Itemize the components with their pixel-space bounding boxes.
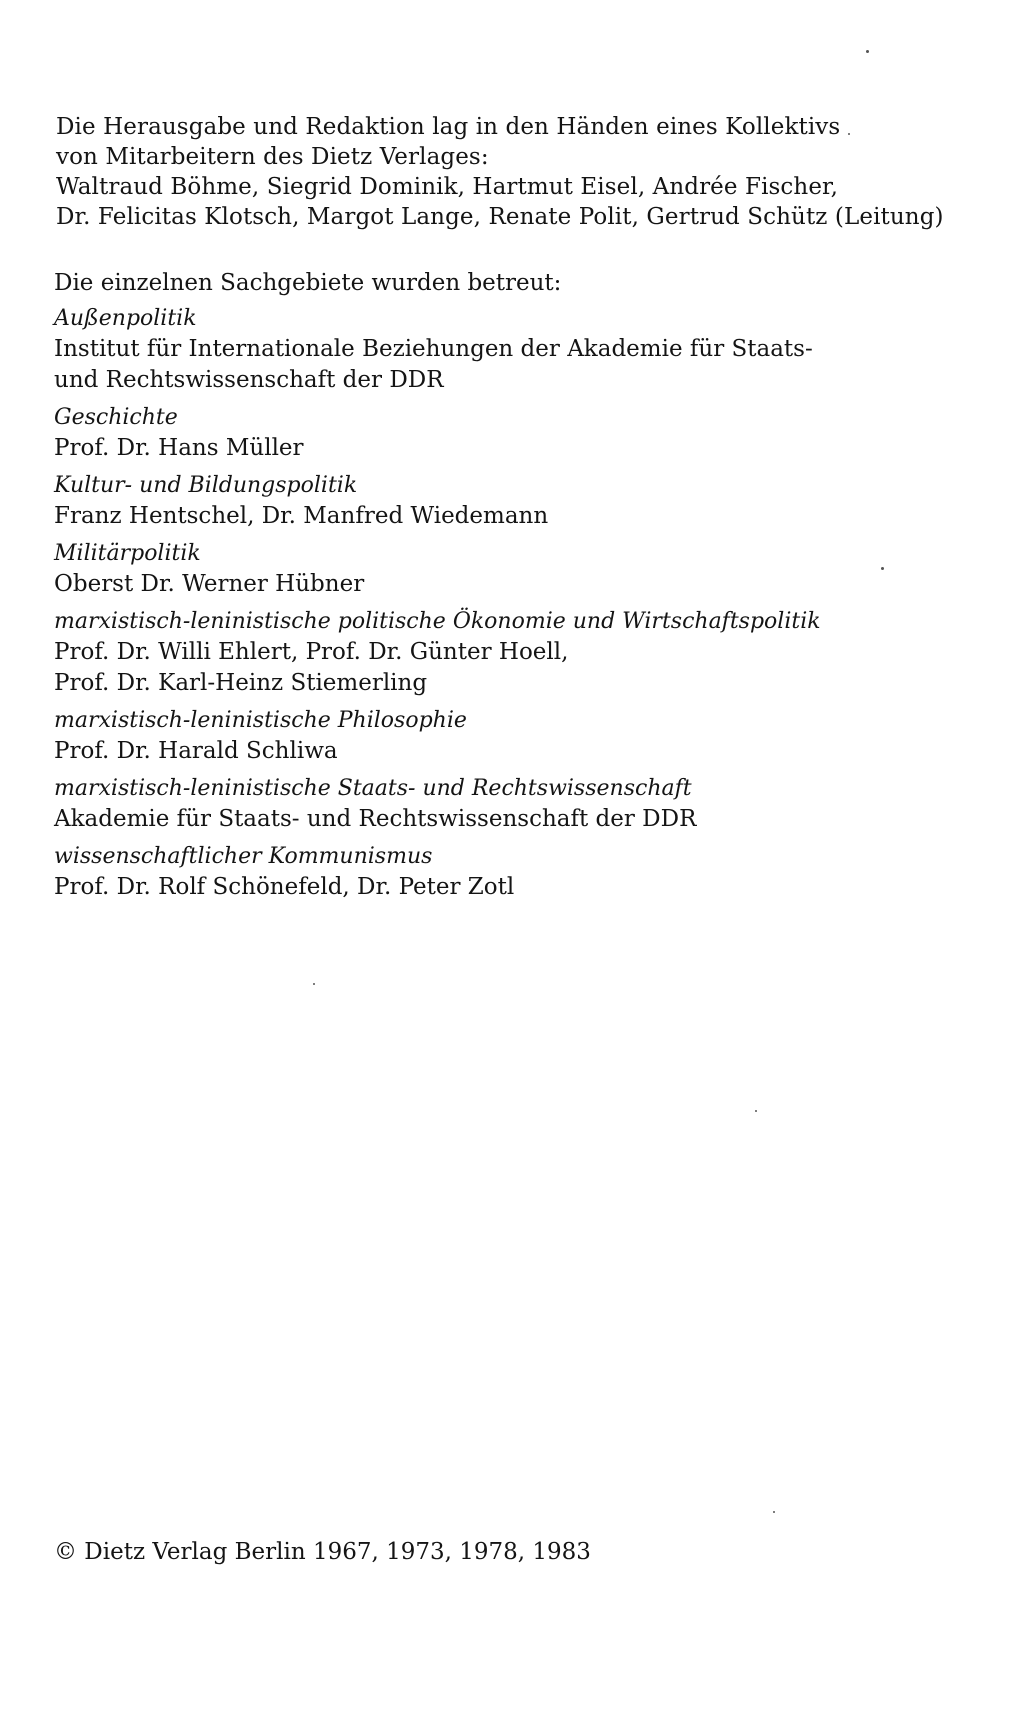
subject-area (54, 471, 974, 532)
scan-speck (313, 983, 315, 985)
subject-area-title: Außenpolitik (54, 306, 197, 331)
subject-areas (54, 268, 974, 910)
scan-speck (866, 50, 869, 53)
subject-area (54, 774, 974, 835)
subject-area-title: wissenschaftlicher Kommunismus (54, 844, 433, 869)
subject-area-title: marxistisch-leninistische politische Ökonomie und Wirtschaftspolitik (54, 609, 821, 634)
subject-area-editor: Prof. Dr. Willi Ehlert, Prof. Dr. Günter Hoell, (54, 639, 569, 665)
scan-speck (881, 567, 884, 570)
subject-area-editor: Prof. Dr. Harald Schliwa (54, 738, 338, 764)
subject-area-title: Kultur- und Bildungspolitik (54, 473, 358, 498)
scan-speck (848, 133, 850, 135)
subject-area-title: Militärpolitik (54, 541, 201, 566)
intro-line: Waltraud Böhme, Siegrid Dominik, Hartmut Eisel, Andrée Fischer, (56, 174, 839, 200)
subject-area-editor: Akademie für Staats- und Rechtswissenschaft der DDR (54, 806, 697, 832)
subject-area-editor: Prof. Dr. Rolf Schönefeld, Dr. Peter Zotl (54, 874, 515, 900)
subject-area-editor: Institut für Internationale Beziehungen der Akademie für Staats- (54, 336, 813, 362)
subject-area-editor: und Rechtswissenschaft der DDR (54, 367, 444, 393)
subject-areas-heading: Die einzelnen Sachgebiete wurden betreut: (54, 270, 562, 296)
subject-area-editor: Prof. Dr. Karl-Heinz Stiemerling (54, 670, 428, 696)
subject-area-editor: Franz Hentschel, Dr. Manfred Wiedemann (54, 503, 549, 529)
subject-area (54, 304, 974, 396)
subject-area-editor: Oberst Dr. Werner Hübner (54, 571, 365, 597)
subject-area-editor: Prof. Dr. Hans Müller (54, 435, 304, 461)
subject-area-title: marxistisch-leninistische Staats- und Rechtswissenschaft (54, 776, 692, 801)
subject-area (54, 607, 974, 699)
copyright-notice: © Dietz Verlag Berlin 1967, 1973, 1978, 1983 (54, 1539, 591, 1565)
scan-speck (755, 1110, 757, 1112)
subject-area (54, 539, 974, 600)
subject-area-title: marxistisch-leninistische Philosophie (54, 708, 467, 733)
intro-line: Die Herausgabe und Redaktion lag in den Händen eines Kollektivs (56, 114, 841, 140)
subject-area (54, 706, 974, 767)
subject-area-title: Geschichte (54, 405, 178, 430)
subject-area (54, 403, 974, 464)
editorial-credits (56, 112, 956, 232)
scan-speck (773, 1511, 775, 1513)
subject-area (54, 842, 974, 903)
intro-line: von Mitarbeitern des Dietz Verlages: (56, 144, 489, 170)
intro-line: Dr. Felicitas Klotsch, Margot Lange, Renate Polit, Gertrud Schütz (Leitung) (56, 204, 944, 230)
